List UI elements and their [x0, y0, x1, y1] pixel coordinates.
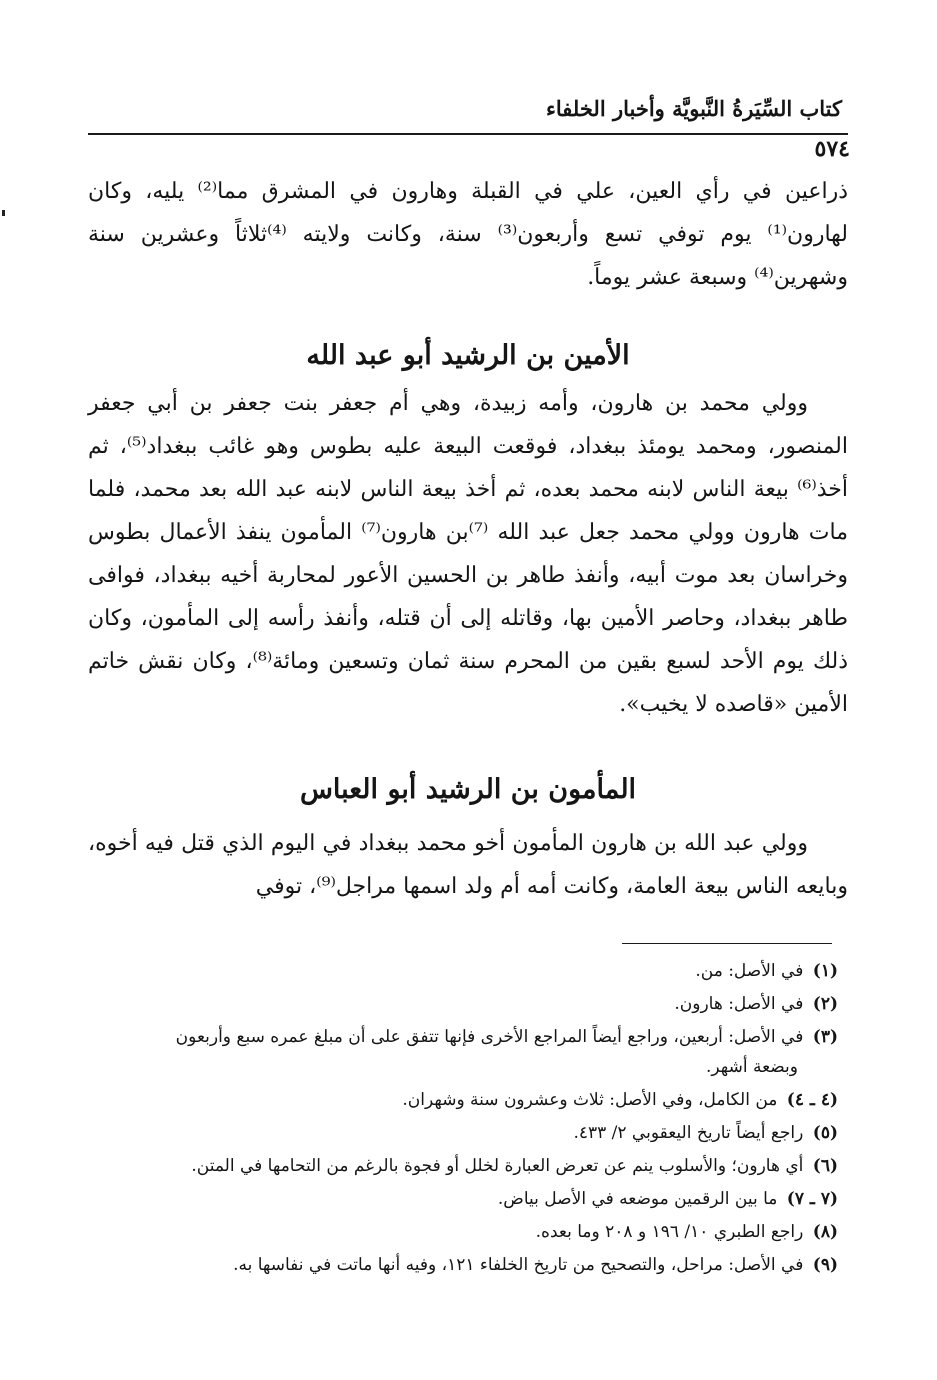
section-paragraph-mamun: وولي عبد الله بن هارون المأمون أخو محمد ببغداد في اليوم الذي قتل فيه أخوه، وبايعه الناس بيعة العامة، وكانت أمه أم ولد اسمها مراجل⁽⁹⁾، توفي	[88, 831, 848, 899]
intro-paragraph: ذراعين في رأي العين، علي في القبلة وهارون في المشرق مما⁽²⁾ يليه، وكان لهارون⁽¹⁾ يوم توفي تسع وأربعون⁽³⁾ سنة، وكانت ولايته ⁽⁴⁾ثلاثاً وعشرين سنة وشهرين⁽⁴⁾ وسبعة عشر يوماً.	[88, 179, 848, 290]
footnote-text: في الأصل: هارون.	[674, 994, 804, 1014]
footnote-item	[88, 1151, 838, 1181]
footnote-continuation: وبضعة أشهر.	[706, 1057, 798, 1077]
footnote-number: (٤ ـ ٤)	[786, 1090, 838, 1110]
footnote-number: (٧ ـ ٧)	[786, 1189, 838, 1209]
page-number: ٥٧٤	[814, 136, 850, 162]
running-title: كتاب السِّيَرةُ النَّبويَّة وأخبار الخلفاء	[546, 96, 842, 121]
footnote-item	[88, 1118, 838, 1148]
section-heading-amin: الأمين بن الرشيد أبو عبد الله	[306, 340, 630, 371]
footnote-item	[88, 989, 838, 1019]
footnote-text: أي هارون؛ والأسلوب ينم عن تعرض العبارة لخلل أو فجوة بالرغم من التحامها في المتن.	[191, 1156, 804, 1176]
footnote-text: في الأصل: مراحل، والتصحيح من تاريخ الخلفاء ١٢١، وفيه أنها ماتت في نفاسها به.	[233, 1255, 804, 1275]
footnote-item	[88, 956, 838, 986]
footnote-item	[88, 1022, 838, 1082]
footnote-number: (١)	[812, 961, 838, 981]
footnote-text: ما بين الرقمين موضعه في الأصل بياض.	[497, 1189, 778, 1209]
footnotes	[88, 956, 838, 1283]
footnote-rule	[622, 943, 832, 944]
footnote-number: (٦)	[812, 1156, 838, 1176]
footnote-number: (٥)	[812, 1123, 838, 1143]
footnote-text: في الأصل: أربعين، وراجع أيضاً المراجع الأخرى فإنها تتفق على أن مبلغ عمره سبع وأربعون	[175, 1027, 804, 1047]
footnote-item	[88, 1184, 838, 1214]
footnote-number: (٨)	[812, 1222, 838, 1242]
footnote-text: من الكامل، وفي الأصل: ثلاث وعشرون سنة وشهران.	[402, 1090, 778, 1110]
footnote-number: (٣)	[812, 1027, 838, 1047]
margin-mark	[2, 210, 5, 216]
footnote-number: (٩)	[812, 1255, 838, 1275]
footnote-item	[88, 1217, 838, 1247]
header-rule	[88, 133, 848, 135]
section-heading-mamun: المأمون بن الرشيد أبو العباس	[299, 774, 637, 805]
footnote-text: في الأصل: من.	[695, 961, 804, 981]
footnote-number: (٢)	[812, 994, 838, 1014]
footnote-text: راجع أيضاً تاريخ اليعقوبي ٢/ ٤٣٣.	[573, 1123, 804, 1143]
footnote-text: راجع الطبري ١٠/ ١٩٦ و ٢٠٨ وما بعده.	[535, 1222, 804, 1242]
section-paragraph-amin: وولي محمد بن هارون، وأمه زبيدة، وهي أم جعفر بنت جعفر بن أبي جعفر المنصور، ومحمد يومئذ ببغداد، فوقعت البيعة عليه بطوس وهو غائب ببغداد⁽⁵⁾، ثم أخذ⁽⁶⁾ بيعة الناس لابنه محمد بعده، ثم أخذ بيعة الناس لابنه عبد الله بعد محمد، فلما مات هارون وولي محمد جعل عبد الله ⁽⁷⁾بن هارون⁽⁷⁾ المأمون ينفذ الأعمال بطوس وخراسان بعد موت أبيه، وأنفذ طاهر بن الحسين الأعور لمحاربة أخيه ببغداد، فوافى طاهر ببغداد، وحاصر الأمين بها، وقاتله إلى أن قتله، وأنفذ رأسه إلى المأمون، وكان ذلك يوم الأحد لسبع بقين من المحرم سنة ثمان وتسعين ومائة⁽⁸⁾، وكان نقش خاتم الأمين «قاصده لا يخيب».	[88, 391, 849, 717]
footnote-item	[88, 1250, 838, 1280]
footnote-item	[88, 1085, 838, 1115]
